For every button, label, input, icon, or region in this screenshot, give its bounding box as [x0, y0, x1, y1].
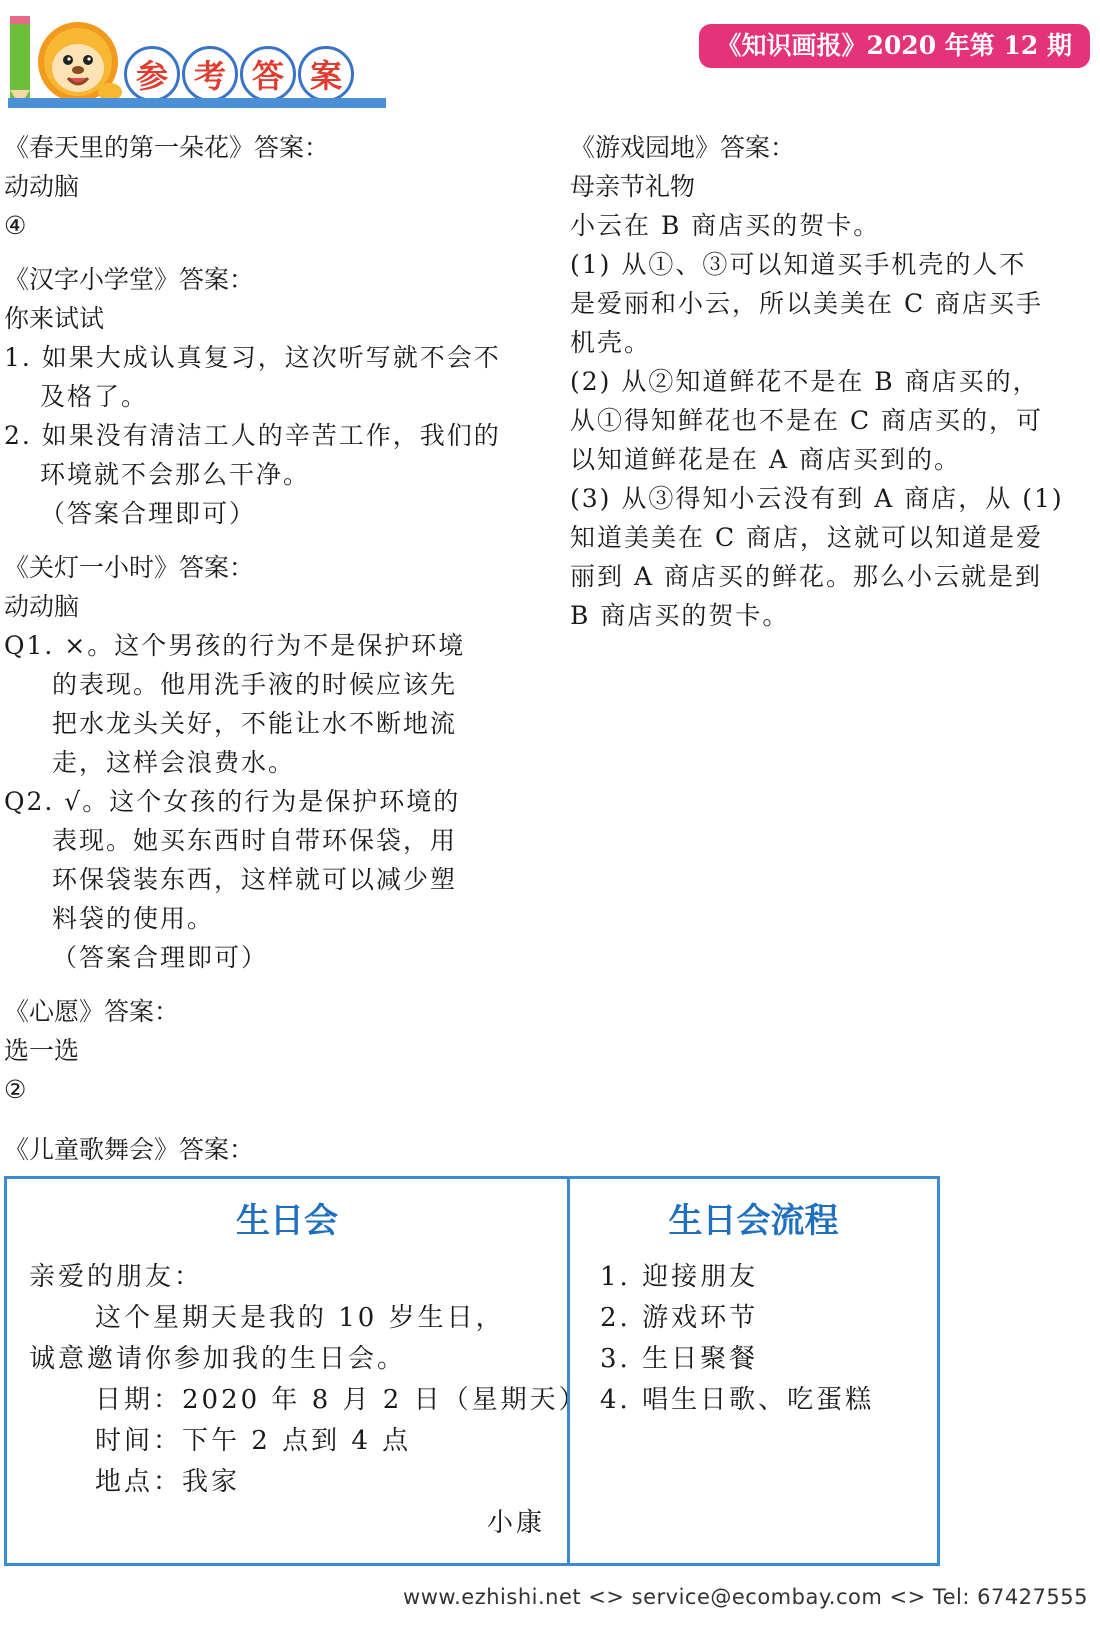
answer-text: 料袋的使用。: [52, 904, 215, 933]
answer-text: 环境就不会那么干净。: [40, 460, 311, 489]
invitation-date: 日期：2020 年 8 月 2 日（星期天）: [95, 1385, 588, 1415]
answer-text: 是爱丽和小云，所以美美在 C 商店买手: [570, 289, 1044, 318]
answer-text: Q1. ×。这个男孩的行为不是保护环境: [4, 631, 466, 660]
title-char-2: 考: [182, 46, 238, 102]
answer-text: (3) 从③得知小云没有到 A 商店，从 (1): [570, 484, 1064, 513]
answer-text: 以知道鲜花是在 A 商店买到的。: [570, 445, 961, 474]
invitation-body: 这个星期天是我的 10 岁生日，: [95, 1303, 505, 1333]
section-spring-flower: [4, 128, 544, 245]
left-column: [4, 128, 544, 1109]
program-card: [567, 1176, 940, 1566]
answer-text: Q2. √。这个女孩的行为是保护环境的: [4, 787, 461, 816]
answer-text: 走，这样会浪费水。: [52, 748, 296, 777]
answer-text: 小云在 B 商店买的贺卡。: [570, 211, 881, 240]
answer-text: 2. 如果没有清洁工人的辛苦工作，我们的: [4, 421, 501, 450]
section-hanzi-school: [4, 260, 544, 533]
section-heading: 《关灯一小时》答案：: [4, 553, 255, 582]
answer-text: 1. 如果大成认真复习，这次听写就不会不: [4, 343, 501, 372]
section-heading: 《心愿》答案：: [4, 997, 180, 1026]
answer-text: 的表现。他用洗手液的时候应该先: [52, 670, 458, 699]
invitation-signature: 小康: [486, 1508, 545, 1538]
subheading: 动动脑: [4, 172, 80, 201]
subheading: 选一选: [4, 1036, 80, 1065]
answer-text: 机壳。: [570, 328, 652, 357]
section-heading: 《汉字小学堂》答案：: [4, 265, 255, 294]
answer-text: ④: [4, 211, 29, 240]
title-char-1: 参: [124, 46, 180, 102]
subheading: 你来试试: [4, 304, 105, 333]
answer-text: (2) 从②知道鲜花不是在 B 商店买的，: [570, 367, 1040, 396]
section-heading: 《春天里的第一朵花》答案：: [4, 133, 330, 162]
section-wish: [4, 992, 544, 1109]
answer-text: 丽到 A 商店买的鲜花。那么小云就是到: [570, 562, 1042, 591]
answer-text: B 商店买的贺卡。: [570, 601, 790, 630]
program-item: 4. 唱生日歌、吃蛋糕: [600, 1385, 875, 1415]
footer-contact: www.ezhishi.net <> service@ecombay.com <> Tel: 67427555: [403, 1585, 1088, 1609]
program-item: 2. 游戏环节: [600, 1303, 759, 1333]
answer-text: ②: [4, 1075, 29, 1104]
answer-text: 从①得知鲜花也不是在 C 商店买的，可: [570, 406, 1044, 435]
answer-text: 环保袋装东西，这样就可以减少塑: [52, 865, 458, 894]
answer-text: （答案合理即可）: [52, 943, 269, 972]
section-heading: 《游戏园地》答案：: [570, 133, 796, 162]
title-char-3: 答: [240, 46, 296, 102]
section-heading-song-dance: 《儿童歌舞会》答案：: [4, 1135, 255, 1164]
answer-text: (1) 从①、③可以知道买手机壳的人不: [570, 250, 1027, 279]
invitation-greeting: 亲爱的朋友：: [29, 1262, 204, 1292]
invitation-body: 诚意邀请你参加我的生日会。: [29, 1344, 407, 1374]
answer-text: 及格了。: [40, 382, 149, 411]
invitation-title: 生日会: [236, 1201, 338, 1241]
answer-text: 知道美美在 C 商店，这就可以知道是爱: [570, 523, 1044, 552]
invitation-place: 地点：我家: [95, 1467, 241, 1497]
subheading: 母亲节礼物: [570, 172, 696, 201]
lion-mascot: [6, 10, 126, 108]
answer-text: 把水龙头关好，不能让水不断地流: [52, 709, 458, 738]
header-underline: [8, 98, 386, 108]
invitation-card: [4, 1176, 588, 1566]
title-char-4: 案: [298, 46, 354, 102]
invitation-time: 时间：下午 2 点到 4 点: [95, 1426, 412, 1456]
right-column: [570, 128, 1090, 635]
issue-badge: 《知识画报》2020 年第 12 期: [699, 24, 1090, 68]
section-lights-off: [4, 548, 544, 977]
lion-mascot-icon: [6, 10, 126, 108]
answer-text: 表现。她买东西时自带环保袋，用: [52, 826, 458, 855]
subheading: 动动脑: [4, 592, 80, 621]
program-title: 生日会流程: [668, 1201, 839, 1241]
program-item: 1. 迎接朋友: [600, 1262, 759, 1292]
answer-text: （答案合理即可）: [40, 499, 257, 528]
program-item: 3. 生日聚餐: [600, 1344, 759, 1374]
